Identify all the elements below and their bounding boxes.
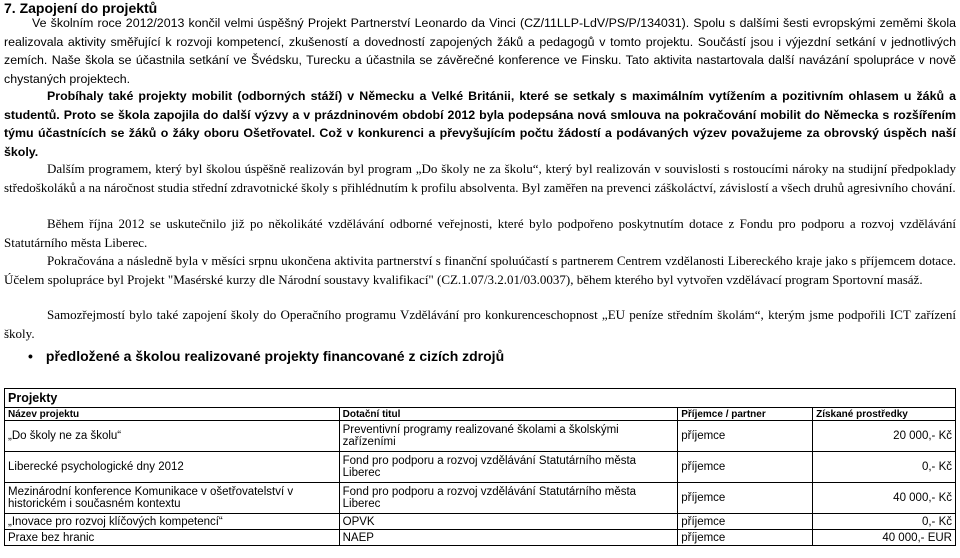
- header-recipient: Příjemce / partner: [678, 408, 813, 421]
- paragraph-opvk: Samozřejmostí bylo také zapojení školy do Operačního programu Vzdělávání pro konkurenceschopnost „EU peníze středním školám“, kterým jsme podpořili ICT zařízení školy.: [4, 307, 956, 341]
- paragraph-partnerstvi: Pokračována a následně byla v měsíci srpnu ukončena aktivita partnerství s finanční spoluúčastí s partnerem Centrem vzdělanosti Libereckého kraje jako s příjemcem dotace. Účelem spolupráce byl Projekt "Masérské kurzy dle Národní soustavy kvalifikací" (CZ.1.07/3.2.01/03.0037), během kterého byl vytvořen vzdělávací program Sportovní masáž.: [4, 253, 956, 287]
- cell-grant: NAEP: [339, 530, 678, 546]
- bullet-text: předložené a školou realizované projekty financované z cizích zdrojů: [45, 348, 505, 364]
- cell-project: Liberecké psychologické dny 2012: [5, 452, 340, 483]
- cell-grant: Preventivní programy realizované školami a školskými zařízeními: [339, 421, 678, 452]
- cell-funds: 0,- Kč: [813, 452, 956, 483]
- cell-grant: Fond pro podporu a rozvoj vzdělávání Statutárního města Liberec: [339, 483, 678, 514]
- cell-project: „Do školy ne za školu“: [5, 421, 340, 452]
- header-name: Název projektu: [5, 408, 340, 421]
- cell-recipient: příjemce: [678, 514, 813, 530]
- table-row: [5, 514, 956, 530]
- cell-recipient: příjemce: [678, 452, 813, 483]
- section-heading: 7. Zapojení do projektů: [4, 0, 158, 16]
- projects-table: [4, 388, 956, 546]
- cell-project: Praxe bez hranic: [5, 530, 340, 546]
- paragraph-rijen: Během října 2012 se uskutečnilo již po několikáté vzdělávání odborné veřejnosti, které bylo podpořeno poskytnutím dotace z Fondu pro podporu a rozvoj vzdělávání Statutárního města Liberec.: [4, 216, 956, 250]
- bullet-line: [28, 348, 504, 364]
- paragraph-do-skoly: Dalším programem, který byl školou úspěšně realizován byl program „Do školy ne za školu“, který byl realizován v souvislosti s rostoucími nároky na studijní předpoklady středoškoláků a na náročnost studia střední zdravotnické školy s přihlédnutím k profilu absolventa. Byl zaměřen na prevenci záškoláctví, závislostí a všech druhů agresivního chování.: [4, 161, 956, 195]
- cell-recipient: příjemce: [678, 421, 813, 452]
- cell-funds: 40 000,- EUR: [813, 530, 956, 546]
- cell-grant: Fond pro podporu a rozvoj vzdělávání Statutárního města Liberec: [339, 452, 678, 483]
- cell-grant: OPVK: [339, 514, 678, 530]
- cell-project: Mezinárodní konference Komunikace v ošetřovatelství v historickém i současném kontextu: [5, 483, 340, 514]
- table-title: Projekty: [5, 389, 956, 408]
- cell-recipient: příjemce: [678, 530, 813, 546]
- table-row: [5, 483, 956, 514]
- cell-funds: 20 000,- Kč: [813, 421, 956, 452]
- table-header-row: [5, 408, 956, 421]
- cell-project: „Inovace pro rozvoj klíčových kompetencí“: [5, 514, 340, 530]
- cell-funds: 40 000,- Kč: [813, 483, 956, 514]
- bullet-icon: •: [28, 348, 33, 364]
- paragraph-leonardo: Ve školním roce 2012/2013 končil velmi úspěšný Projekt Partnerství Leonardo da Vinci (CZ/11LLP-LdV/PS/P/134031). Spolu s dalšími šesti evropskými zeměmi škola realizovala aktivity směřující k rozvoji kompetencí, zkušeností a dovedností zapojených žáků a pedagogů v tomto projektu. Součástí jsou i výjezdní setkání v jednotlivých zemích. Naše škola se účastnila setkání ve Švédsku, Turecku a účastnila se závěrečné konference ve Finsku. Tato aktivita nastartovala další navázání spolupráce v nově chystaných projektech.: [4, 16, 956, 86]
- table-row: [5, 421, 956, 452]
- table-row: [5, 530, 956, 546]
- paragraph-mobility: Probíhaly také projekty mobilit (odborných stáží) v Německu a Velké Británii, které se setkaly s maximálním vytížením a pozitivním ohlasem u žáků a studentů. Proto se škola zapojila do další výzvy a v prázdninovém období 2012 byla podepsána nová smlouva na pokračování mobilit do Německa s rozšířením týmu účastnících se žáků o žáky oboru Ošetřovatel. Což v konkurenci a převyšujícím počtu žádostí a podávaných výzev považujeme za obrovský úspěch naší školy.: [4, 89, 956, 159]
- header-title: Dotační titul: [339, 408, 678, 421]
- table-title-row: [5, 389, 956, 408]
- header-funds: Získané prostředky: [813, 408, 956, 421]
- table-row: [5, 452, 956, 483]
- cell-funds: 0,- Kč: [813, 514, 956, 530]
- cell-recipient: příjemce: [678, 483, 813, 514]
